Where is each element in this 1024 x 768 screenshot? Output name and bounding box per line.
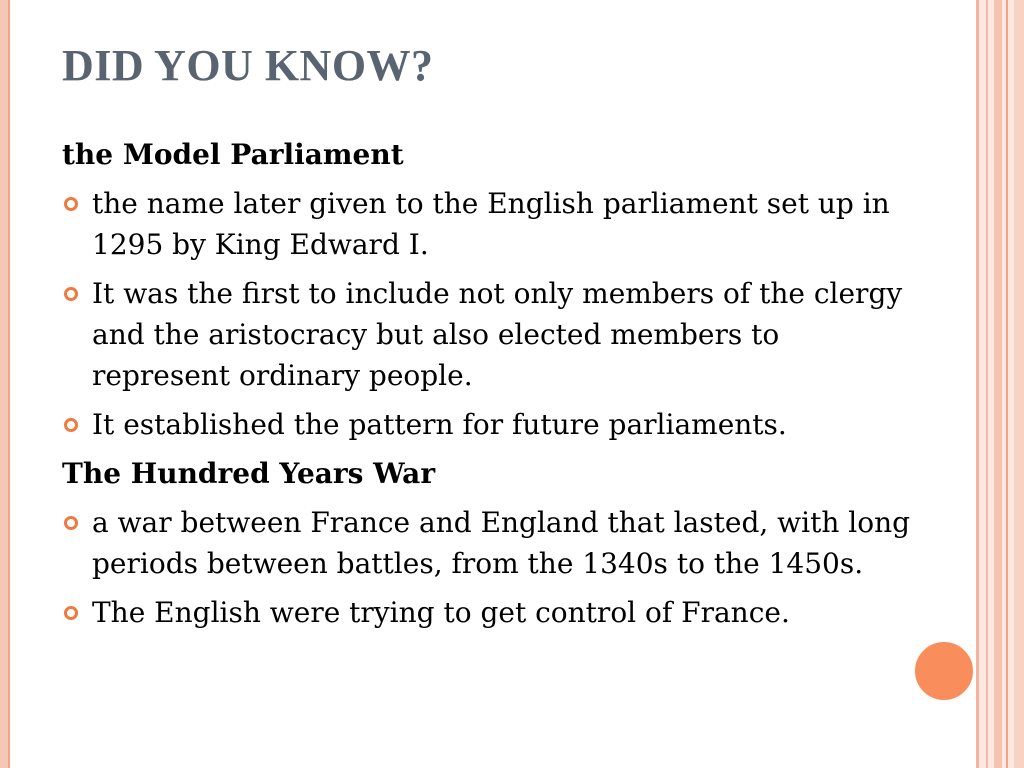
bullet-text: It was the first to include not only members of the clergy and the aristocracy but also elected members to represent ordinary people.	[92, 277, 903, 392]
bullet-item	[62, 183, 912, 265]
decorative-stripe	[1006, 0, 1008, 768]
section-heading-hundred-years-war: The Hundred Years War	[62, 457, 436, 490]
decorative-stripe	[976, 0, 979, 768]
bullet-text: a war between France and England that lasted, with long periods between battles, from the 1340s to the 1450s.	[92, 506, 911, 580]
bullet-circle-icon	[64, 197, 78, 211]
bullet-item	[62, 502, 912, 584]
bullet-text: It established the pattern for future parliaments.	[92, 408, 787, 441]
slide-left-border	[0, 0, 8, 768]
bullet-circle-icon	[64, 418, 78, 432]
bullet-item	[62, 273, 912, 396]
decorative-stripe	[986, 0, 988, 768]
decorative-stripe	[1014, 0, 1024, 768]
bullet-circle-icon	[64, 287, 78, 301]
slide-title: DID YOU KNOW?	[62, 41, 434, 90]
bullet-circle-icon	[64, 516, 78, 530]
slide-body	[62, 134, 912, 641]
bullet-item	[62, 404, 912, 445]
bullet-circle-icon	[64, 606, 78, 620]
bullet-text: the name later given to the English parliament set up in 1295 by King Edward I.	[92, 187, 890, 261]
decorative-circle	[913, 640, 975, 702]
slide-left-border-line	[8, 0, 10, 768]
bullet-text: The English were trying to get control of France.	[92, 596, 790, 629]
section-heading-model-parliament: the Model Parliament	[62, 138, 404, 171]
bullet-item	[62, 592, 912, 633]
decorative-stripe	[994, 0, 1002, 768]
